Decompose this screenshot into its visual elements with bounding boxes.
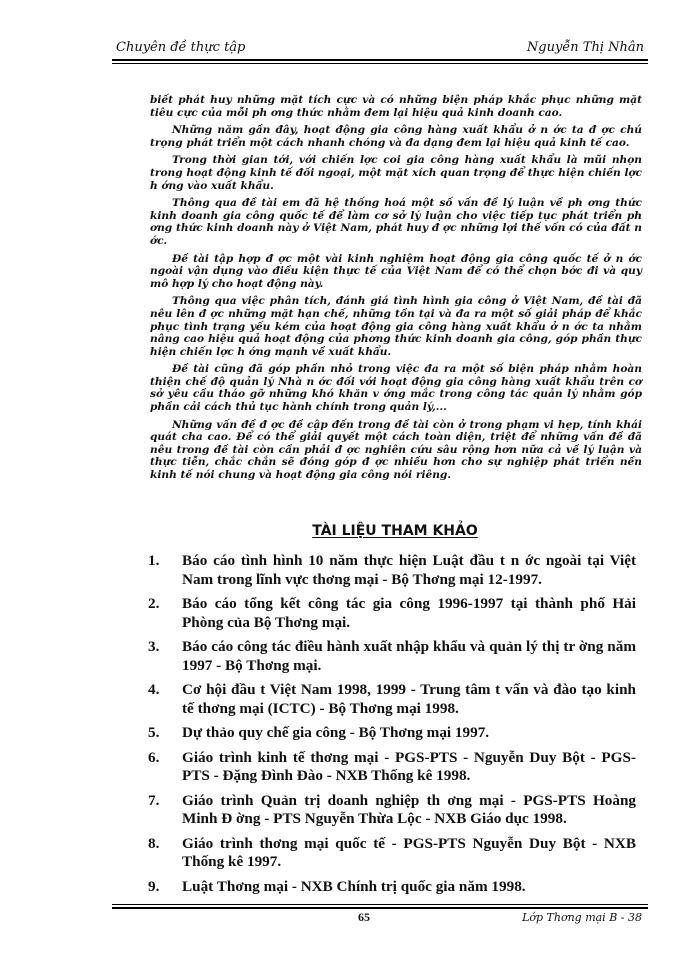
paragraph: Đề tài tập hợp đ ợc một vài kinh nghiệm hoạt động gia công quốc tế ở n ớc ngoài vận dụng vào điều kiện thực tế của Việt Nam để có thể chọn bớc đi và quy mô hợp lý cho hoạt động này. [150, 252, 642, 290]
conclusion-text [150, 94, 642, 487]
reference-number: 7. [148, 791, 160, 809]
reference-item [148, 878, 636, 897]
paragraph: Thông qua việc phân tích, đánh giá tình hình gia công ở Việt Nam, đề tài đã nêu lên đ ợc những mặt hạn chế, những tồn tại và đa ra một số giải pháp để khắc phục tình trạng yếu kém của hoạt động gia công hàng xuất khẩu ở n ớc ta nhằm nâng cao hiệu quả hoạt động của phơng thức kinh doanh gia công, góp phần thực hiện chiến lợc h ớng mạnh về xuất khẩu. [150, 295, 642, 358]
references-list [148, 552, 636, 902]
reference-item [148, 792, 636, 829]
paragraph: biết phát huy những mặt tích cực và có những biện pháp khắc phục những mặt tiêu cực của mỗi ph ơng thức nhằm đem lại hiệu quả kinh doanh cao. [150, 94, 642, 119]
footer-rule [112, 907, 648, 909]
reference-number: 8. [148, 834, 160, 852]
paragraph: Những năm gần đây, hoạt động gia công hàng xuất khẩu ở n ớc ta đ ợc chú trọng phát triển một cách nhanh chóng và đa dạng đem lại hiệu quả kinh tế cao. [150, 124, 642, 149]
reference-text: Cơ hội đầu t Việt Nam 1998, 1999 - Trung tâm t vấn và đào tạo kinh tế thơng mại (ICTC) - Bộ Thơng mại 1998. [182, 681, 636, 717]
header-title: Chuyên đề thực tập [116, 40, 246, 55]
paragraph: Đề tài cũng đã góp phần nhỏ trong việc đa ra một số biện pháp nhằm hoàn thiện chế độ quản lý Nhà n ớc đối với hoạt động gia công hàng xuất khẩu trên cơ sở yêu cầu tháo gỡ những khó khăn v ớng mắc trong công tác quản lý nhằm góp phần cải cách thủ tục hành chính trong quản lý,... [150, 363, 642, 414]
reference-text: Báo cáo công tác điều hành xuất nhập khẩu và quản lý thị tr ờng năm 1997 - Bộ Thơng mại. [182, 638, 636, 674]
header-author: Nguyễn Thị Nhân [526, 40, 644, 55]
page-number: 65 [358, 910, 370, 924]
paragraph: Thông qua đề tài em đã hệ thống hoá một số vấn đề lý luận về ph ơng thức kinh doanh gia công quốc tế để làm cơ sở lý luận cho việc tiếp tục phát triển ph ơng thức kinh doanh này ở Việt Nam, phát huy đ ợc những lợi thế vốn có của đất n ớc. [150, 197, 642, 247]
reference-number: 2. [148, 595, 160, 612]
header-rule-thin [112, 63, 648, 64]
reference-number: 4. [148, 681, 160, 698]
references-title: TÀI LIỆU THAM KHẢO [312, 523, 478, 539]
footer-class-info: Lớp Thơng mại B - 38 [522, 911, 642, 924]
footer-rule-thin [112, 904, 648, 905]
paragraph: Trong thời gian tới, với chiến lợc coi gia công hàng xuất khẩu là mũi nhọn trong hoạt động kinh tế đối ngoại, một mặt xích quan trọng để thực hiện chiến lợc h ớng vào xuất khẩu. [150, 154, 642, 192]
reference-item [148, 552, 636, 589]
reference-number: 9. [148, 877, 160, 895]
reference-text: Giáo trình Quản trị doanh nghiệp th ơng mại - PGS-PTS Hoàng Minh Đ ờng - PTS Nguyễn Thừa Lộc - NXB Giáo dục 1998. [182, 791, 636, 827]
reference-text: Luật Thơng mại - NXB Chính trị quốc gia năm 1998. [182, 877, 526, 895]
reference-text: Dự thảo quy chế gia công - Bộ Thơng mại 1997. [182, 724, 490, 741]
reference-text: Báo cáo tình hình 10 năm thực hiện Luật đầu t n ớc ngoài tại Việt Nam trong lĩnh vực thơng mại - Bộ Thơng mại 12-1997. [182, 552, 636, 588]
page-header [112, 38, 648, 60]
paragraph: Những vấn đề đ ợc đề cập đến trong đề tài còn ở trong phạm vi hẹp, tính khái quát cha cao. Để có thể giải quyết một cách toàn diện, triệt để những vấn đề đã nêu trong đề tài còn cần phải đ ợc nghiên cứu sâu rộng hơn nữa cả về lý luận và thực tiễn, chắc chắn sẽ đóng góp đ ợc nhiều hơn cho sự nghiệp phát triển nền kinh tế nói chung và hoạt động gia công nói riêng. [150, 418, 642, 482]
reference-text: Báo cáo tổng kết công tác gia công 1996-1997 tại thành phố Hải Phòng của Bộ Thơng mại. [182, 595, 636, 631]
reference-number: 5. [148, 724, 160, 741]
reference-number: 6. [148, 748, 160, 766]
reference-item [148, 835, 636, 872]
reference-item [148, 724, 636, 743]
reference-item [148, 638, 636, 675]
reference-text: Giáo trình thơng mại quốc tế - PGS-PTS Nguyễn Duy Bột - NXB Thống kê 1997. [182, 834, 636, 870]
reference-number: 1. [148, 552, 160, 569]
reference-number: 3. [148, 638, 160, 655]
reference-item [148, 681, 636, 718]
header-rule [112, 59, 648, 61]
reference-item [148, 749, 636, 786]
references-heading [0, 523, 700, 539]
reference-item [148, 595, 636, 632]
reference-text: Giáo trình kinh tế thơng mại - PGS-PTS - Nguyễn Duy Bột - PGS-PTS - Đặng Đình Đào - NXB Thống kê 1998. [182, 748, 636, 784]
